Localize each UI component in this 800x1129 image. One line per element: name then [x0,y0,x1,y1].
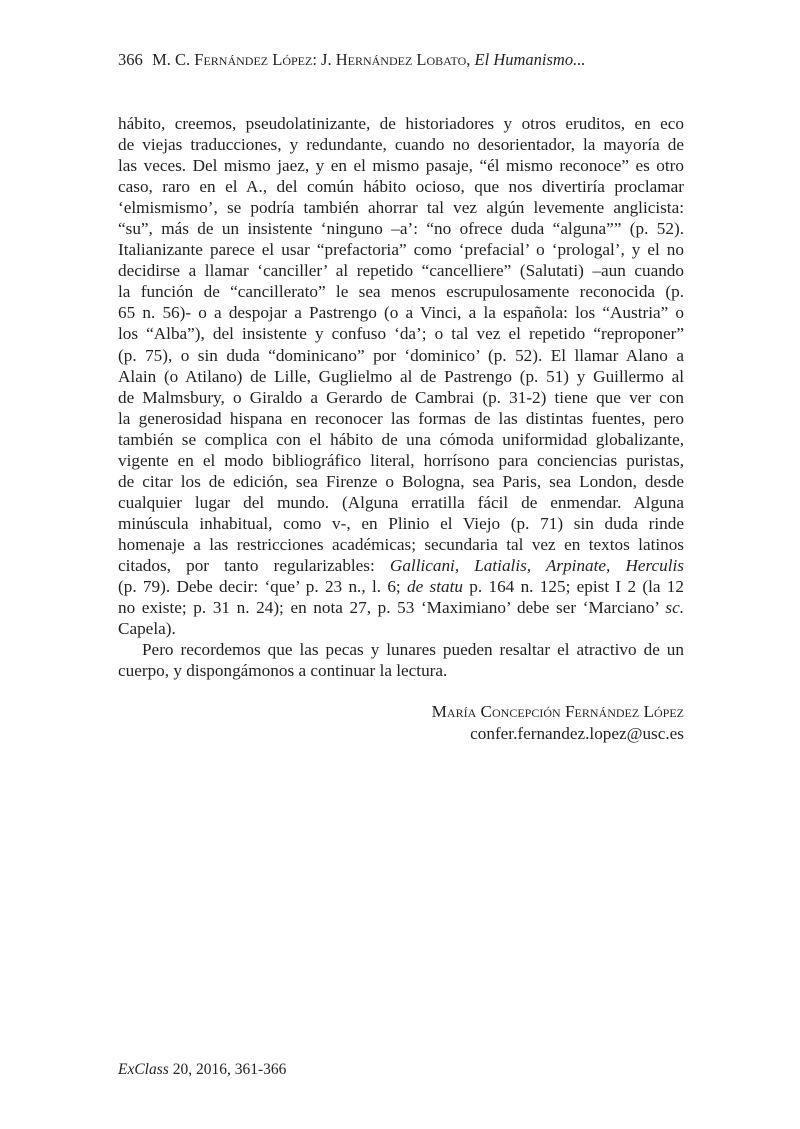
text-line [118,513,684,534]
text-segment: no existe; p. 31 n. 24); en nota 27, p. 53 ‘Maximiano’ debe ser ‘Marciano’ [118,598,666,618]
author-email: confer.fernandez.lopez@usc.es [470,724,684,743]
text-line [118,345,684,366]
text-line [118,302,684,323]
issue-info: 20, 2016, 361-366 [168,1061,287,1078]
text-line [118,134,684,155]
text-line [118,450,684,471]
italic-text: de statu [407,577,463,597]
text-line [118,597,684,618]
text-segment: minúscula inhabitual, como v-, en Plinio el Viejo (p. 71) sin duda rinde [118,513,684,533]
text-segment: la generosidad hispana en reconocer las formas de las distintas fuentes, pero [118,408,684,428]
text-segment: Pero recordemos que las pecas y lunares pueden resaltar el atractivo de un [142,640,684,660]
text-segment: las veces. Del mismo jaez, y en el mismo pasaje, “él mismo reconoce” es otro [118,156,684,176]
text-line [118,492,684,513]
text-line [118,113,684,134]
text-segment: hábito, creemos, pseudolatinizante, de historiadores y otros eruditos, en eco [118,114,684,133]
text-segment: Alain (o Atilano) de Lille, Guglielmo al de Pastrengo (p. 51) y Guillermo al [118,366,684,386]
text-line [118,471,684,492]
text-segment: (p. 79). Debe decir: ‘que’ p. 23 n., l. 6; [118,577,408,597]
text-segment: de Malmsbury, o Giraldo a Gerardo de Cambrai (p. 31-2) tiene que ver con [118,387,684,407]
text-line [118,239,684,260]
footer-citation [118,1061,286,1079]
text-line [118,218,684,239]
text-line [118,618,684,639]
text-segment: caso, raro en el A., del común hábito ocioso, que nos divertiría proclamar [118,177,684,197]
text-segment: (p. 75), o sin duda “dominicano” por ‘dominico’ (p. 52). El llamar Alano a [118,345,684,365]
text-segment: de viejas traducciones, y redundante, cuando no desorientador, la mayoría de [118,135,684,155]
text-line [118,323,684,344]
running-header [118,50,585,70]
text-line [118,555,684,576]
text-line [118,260,684,281]
text-segment: también se complica con el hábito de una cómoda uniformidad globalizante, [118,429,684,449]
text-segment: la función de “cancillerato” le sea menos escrupulosamente reconocida (p. [118,282,684,302]
text-segment: p. 164 n. 125; epist I 2 (la 12 [462,577,684,597]
journal-name: ExClass [118,1061,169,1078]
text-segment: homenaje a las restricciones académicas; secundaria tal vez en textos latinos [118,534,684,554]
text-line [118,639,684,660]
text-line [118,429,684,450]
text-segment: 65 n. 56)- o a despojar a Pastrengo (o a Vinci, a la española: los “Austria” o [118,303,684,323]
text-line [118,576,684,597]
text-segment: citados, por tanto regularizables: [118,555,390,575]
text-line [118,366,684,387]
text-line [118,408,684,429]
text-segment: Capela). [118,619,176,639]
paragraph [118,639,684,681]
header-title: El Humanismo... [474,50,586,69]
text-segment: cualquier lugar del mundo. (Alguna erratilla fácil de enmendar. Alguna [118,492,684,512]
text-segment: cuerpo, y dispongámonos a continuar la lectura. [118,661,448,681]
text-line [118,197,684,218]
text-line [118,387,684,408]
text-segment: “su”, más de un insistente ‘ninguno –a’: “no ofrece duda “alguna”” (p. 52). [118,219,684,239]
body-text [118,113,684,681]
text-line [118,176,684,197]
text-segment: Italianizante parece el usar “prefactoria” como ‘prefacial’ o ‘prologal’, y el no [118,240,684,260]
page-number: 366 [118,50,143,69]
header-authors: M. C. Fernández López: J. Hernández Lobato, [152,50,475,69]
text-line [118,534,684,555]
italic-text: Gallicani, Latialis, Arpinate, Herculis [389,555,685,575]
author-name: María Concepción Fernández López [431,702,684,721]
text-segment: de citar los de edición, sea Firenze o Bologna, sea Paris, sea London, desde [118,471,684,491]
text-line [118,281,684,302]
italic-text: sc. [665,598,684,618]
text-segment: ‘elmismismo’, se podría también ahorrar tal vez algún levemente anglicista: [118,198,684,218]
paragraph [118,113,684,639]
text-segment: decidirse a llamar ‘canciller’ al repetido “cancelliere” (Salutati) –aun cuando [118,261,684,281]
text-segment: los “Alba”), del insistente y confuso ‘da’; o tal vez el repetido “reproponer” [118,324,684,344]
text-line [118,660,684,681]
text-line [118,155,684,176]
text-segment: vigente en el modo bibliográfico literal, horrísono para conciencias puristas, [118,450,684,470]
